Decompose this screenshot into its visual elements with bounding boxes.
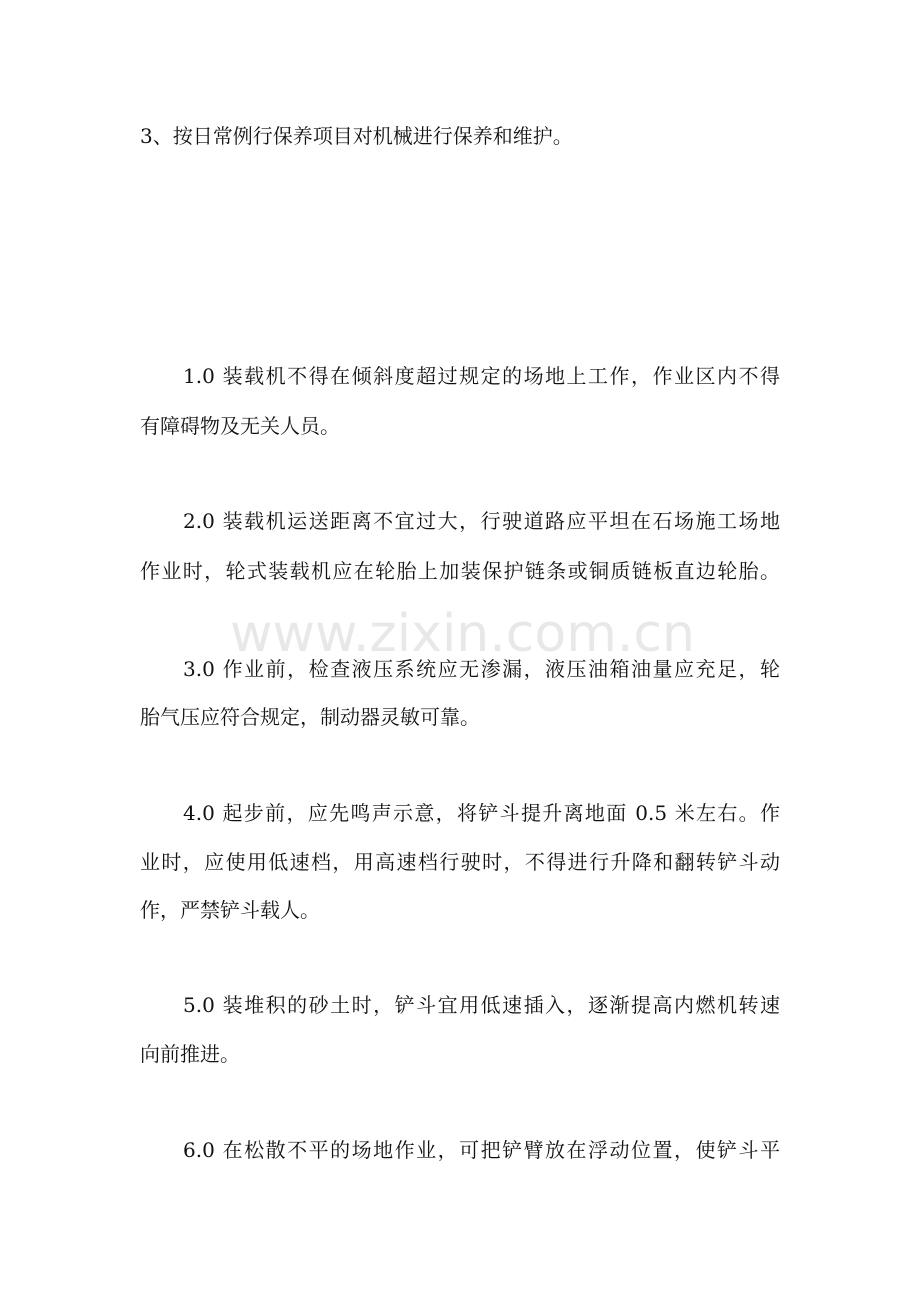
item-5-line-2: 向前推进。	[140, 1042, 240, 1066]
section-3-heading: 3、按日常例行保养项目对机械进行保养和维护。	[140, 124, 573, 148]
item-1-line-2: 有障碍物及无关人员。	[140, 414, 340, 438]
item-4-line-1: 4.0 起步前，应先鸣声示意，将铲斗提升离地面 0.5 米左右。作	[183, 801, 780, 825]
item-4-line-3: 作，严禁铲斗载人。	[140, 898, 320, 922]
item-2-line-2: 作业时，轮式装载机应在轮胎上加装保护链条或铜质链板直边轮胎。	[140, 559, 780, 583]
item-4-line-2: 业时，应使用低速档，用高速档行驶时，不得进行升降和翻转铲斗动	[140, 850, 780, 874]
item-6-line-1: 6.0 在松散不平的场地作业，可把铲臂放在浮动位置，使铲斗平	[183, 1138, 780, 1162]
item-2-line-1: 2.0 装载机运送距离不宜过大，行驶道路应平坦在石场施工场地	[183, 509, 780, 533]
item-5-line-1: 5.0 装堆积的砂土时，铲斗宜用低速插入，逐渐提高内燃机转速	[183, 993, 780, 1017]
item-3-line-1: 3.0 作业前，检查液压系统应无渗漏，液压油箱油量应充足，轮	[183, 657, 780, 681]
item-3-line-2: 胎气压应符合规定，制动器灵敏可靠。	[140, 705, 480, 729]
item-1-line-1: 1.0 装载机不得在倾斜度超过规定的场地上工作，作业区内不得	[183, 364, 780, 388]
watermark-text: www.zixin.com.cn	[230, 604, 695, 664]
